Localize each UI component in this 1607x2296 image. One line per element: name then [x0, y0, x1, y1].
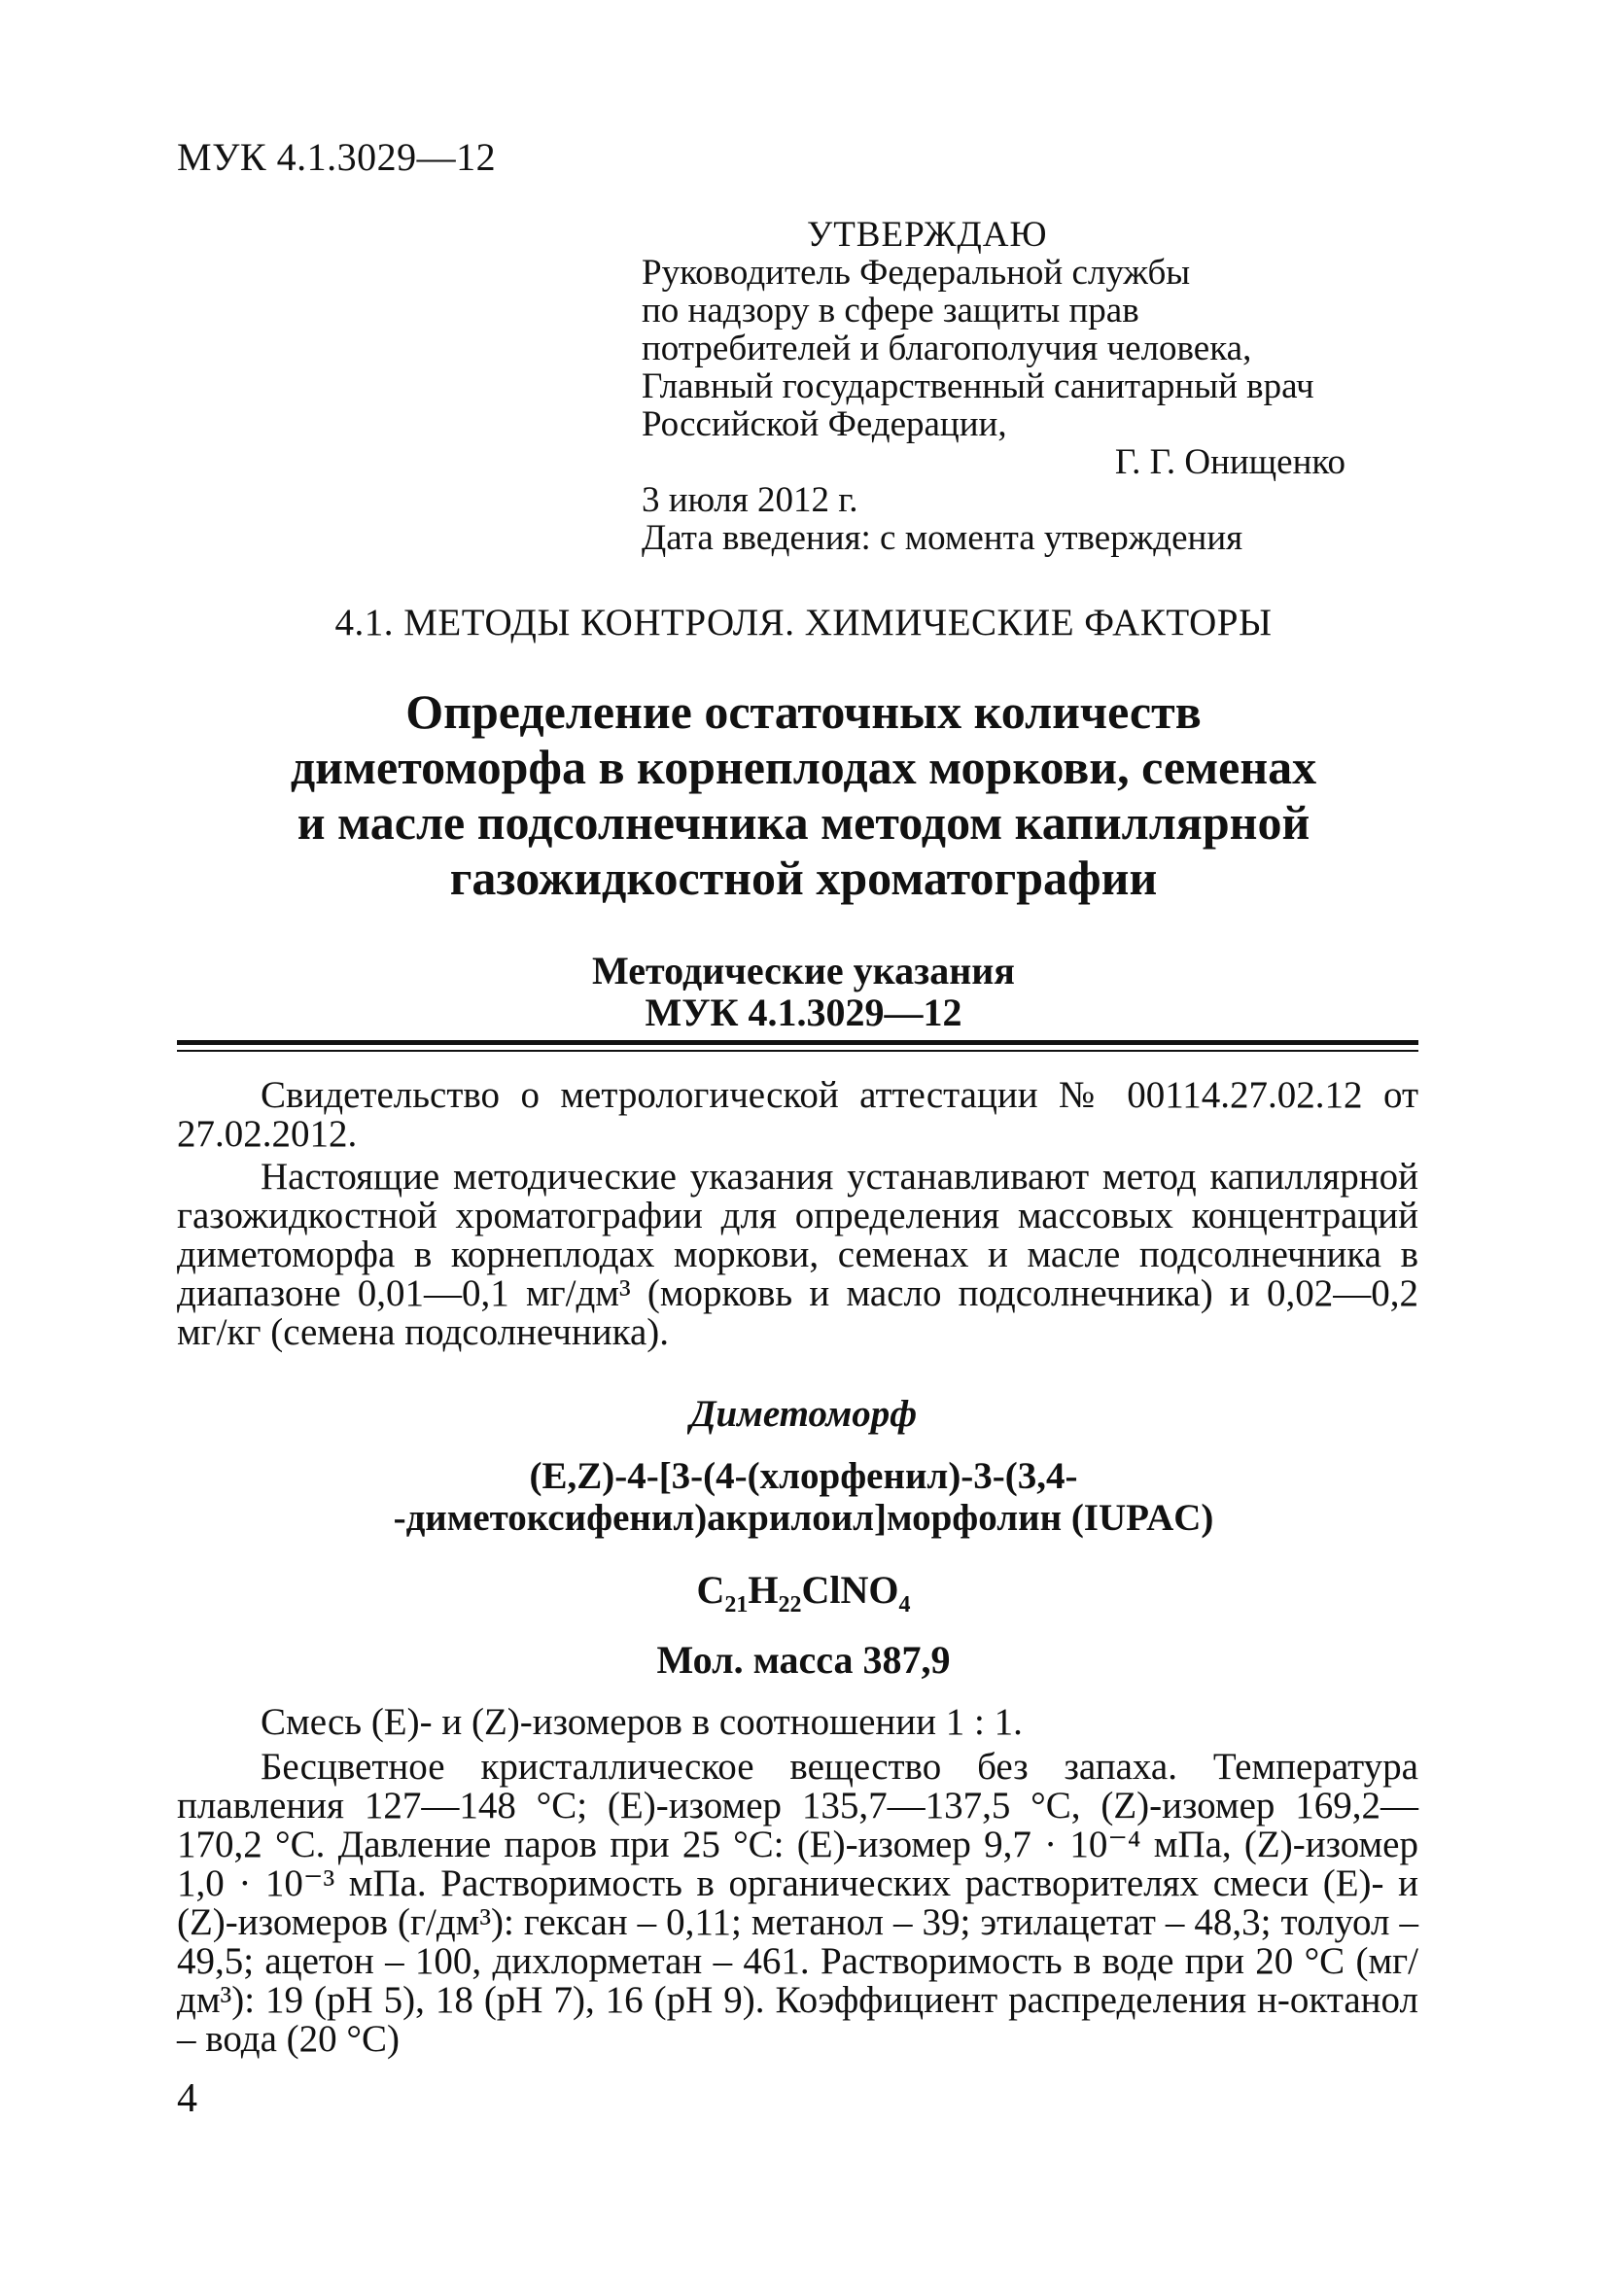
approval-effective-date: Дата введения: с момента утверждения — [642, 518, 1243, 558]
formula-carbon-count: 21 — [724, 1592, 749, 1618]
intro-text: Настоящие методические указания устанавливают метод капиллярной газожидкостной хроматографии для определения массовых концентраций диметоморфа в корнеплодах моркови, семенах и масле подсолнечника в диапазоне 0,01—0,1 мг/дм³ (морковь и масло подсолнечника) и 0,02—0,2 мг/кг (семена подсолнечника). — [177, 1156, 1418, 1353]
chemical-formula — [0, 1567, 1607, 1618]
approval-line: Руководитель Федеральной службы — [642, 253, 1191, 293]
iupac-line: -диметоксифенил)акрилоил]морфолин (IUPAC) — [393, 1497, 1214, 1539]
approval-block — [642, 216, 1400, 557]
formula-hydrogen-count: 22 — [778, 1592, 802, 1618]
title-line: диметоморфа в корнеплодах моркови, семенах — [290, 740, 1317, 794]
document-type-code: МУК 4.1.3029—12 — [645, 991, 962, 1034]
certificate-text: Свидетельство о метрологической аттестации № 00114.27.02.12 от 27.02.2012. — [177, 1074, 1418, 1155]
approval-signer: Г. Г. Онищенко — [1114, 442, 1345, 482]
title-line: Определение остаточных количеств — [405, 684, 1202, 739]
substance-name: Диметоморф — [689, 1393, 918, 1435]
document-type-label: Методические указания — [592, 949, 1015, 992]
document-code: МУК 4.1.3029—12 — [177, 135, 497, 179]
isomers-text: Смесь (Е)- и (Z)-изомеров в соотношении 1 : 1. — [261, 1701, 1023, 1743]
document-title — [0, 684, 1607, 906]
certificate-paragraph — [177, 1076, 1418, 1154]
formula-hydrogen: H — [748, 1568, 779, 1612]
isomers-paragraph — [177, 1703, 1418, 1742]
divider-thin — [177, 1050, 1418, 1052]
title-line: и масле подсолнечника методом капиллярной — [297, 795, 1310, 850]
title-line: газожидкостной хроматографии — [449, 851, 1158, 905]
intro-paragraph — [177, 1158, 1418, 1352]
document-type — [0, 950, 1607, 1033]
approval-title: УТВЕРЖДАЮ — [807, 215, 1048, 255]
iupac-name — [0, 1455, 1607, 1539]
properties-text: Бесцветное кристаллическое вещество без запаха. Температура плавления 127—148 °С; (Е)-изомер 135,7—137,5 °С, (Z)-изомер 169,2—170,2 °С. Давление паров при 25 °С: (Е)-изомер 9,7 · 10⁻⁴ мПа, (Z)-изомер 1,0 · 10⁻³ мПа. Растворимость в органических растворителях смеси (Е)- и (Z)-изомеров (г/дм³): гексан – 0,11; метанол – 39; этилацетат – 48,3; толуол – 49,5; ацетон – 100, дихлорметан – 461. Растворимость в воде при 20 °С (мг/дм³): 19 (рН 5), 18 (рН 7), 16 (рН 9). Коэффициент распределения н-октанол – вода (20 °С) — [177, 1746, 1418, 2060]
approval-line: Главный государственный санитарный врач — [642, 366, 1314, 406]
section-heading: 4.1. МЕТОДЫ КОНТРОЛЯ. ХИМИЧЕСКИЕ ФАКТОРЫ — [334, 602, 1273, 644]
page-number: 4 — [177, 2076, 197, 2121]
properties-paragraph — [177, 1748, 1418, 2059]
formula-oxygen-count: 4 — [898, 1592, 911, 1618]
approval-line: потребителей и благополучия человека, — [642, 329, 1252, 368]
divider-thick — [177, 1040, 1418, 1045]
molecular-mass: Мол. масса 387,9 — [656, 1638, 951, 1682]
iupac-line: (E,Z)-4-[3-(4-(хлорфенил)-3-(3,4- — [529, 1455, 1078, 1497]
approval-line: по надзору в сфере защиты прав — [642, 291, 1139, 330]
approval-date: 3 июля 2012 г. — [642, 480, 858, 520]
formula-rest: ClNO — [801, 1568, 899, 1612]
formula-carbon: C — [696, 1568, 725, 1612]
approval-line: Российской Федерации, — [642, 404, 1007, 444]
